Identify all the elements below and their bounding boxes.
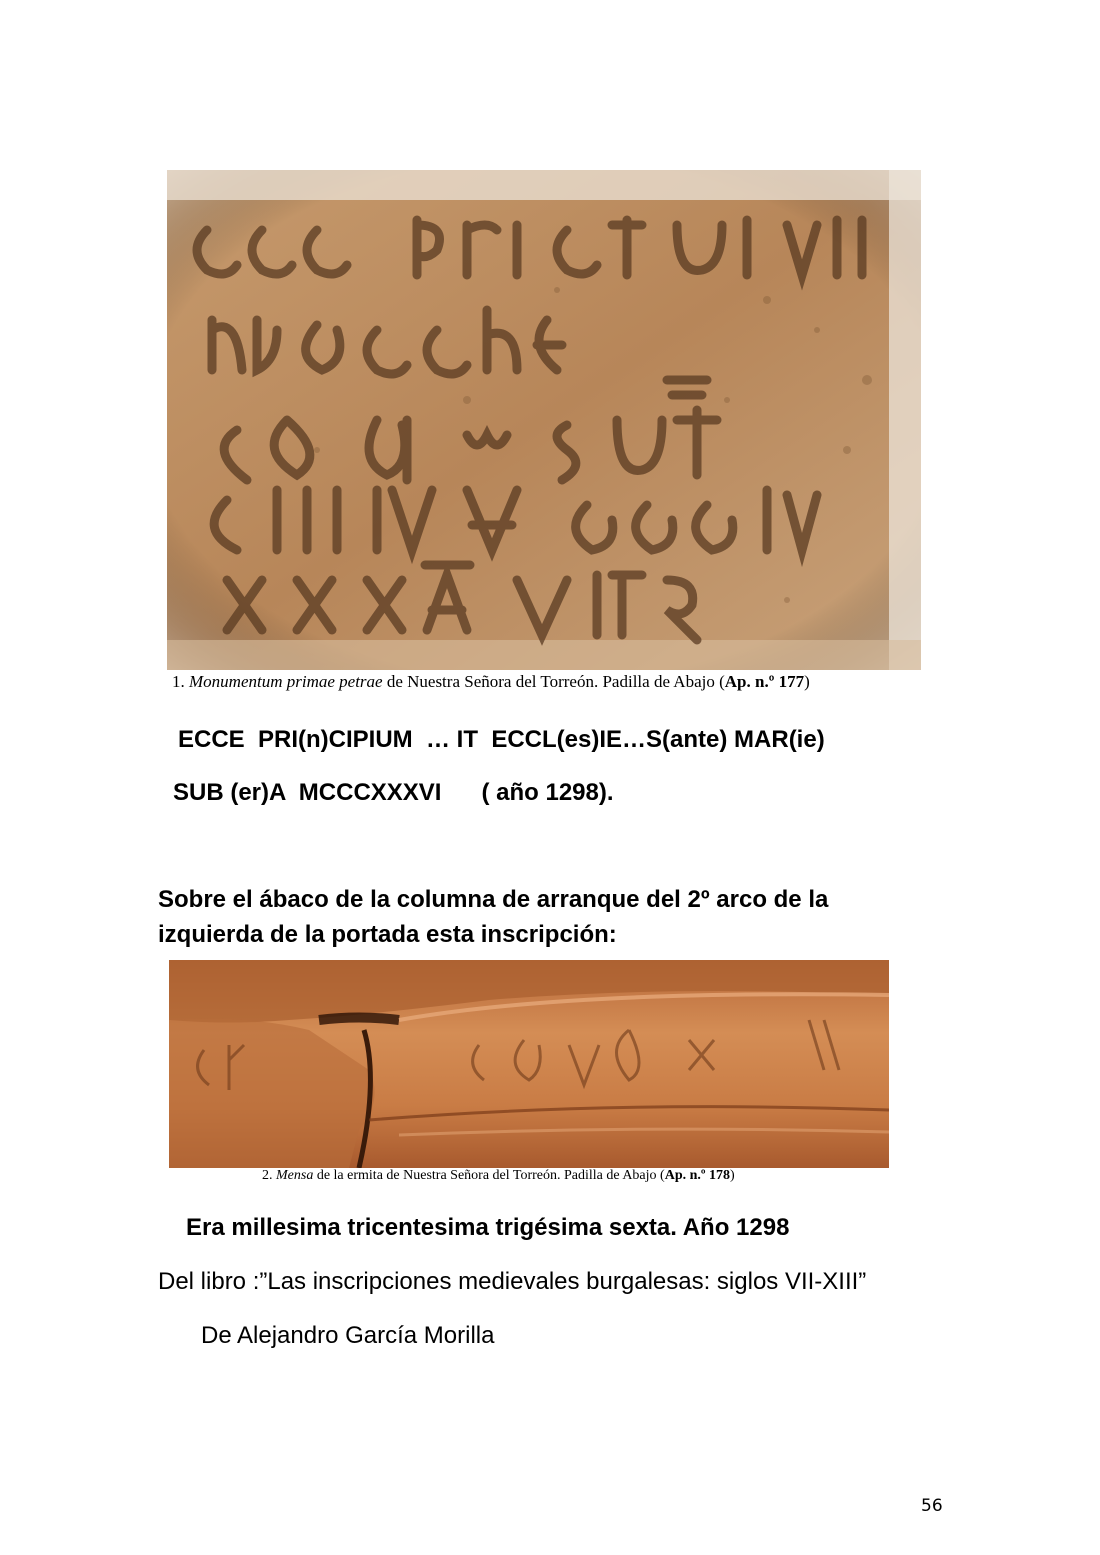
- section-intro-paragraph: Sobre el ábaco de la columna de arranque del 2º arco de la izquierda de la portada esta inscripción:: [158, 886, 829, 948]
- era-translation: Era millesima tricentesima trigésima sexta. Año 1298: [186, 1214, 790, 1241]
- caption-number: 1.: [172, 672, 185, 691]
- caption-reference: Ap. n.º 177: [724, 672, 805, 691]
- caption-reference: Ap. n.º 178: [664, 1168, 731, 1183]
- figure-1-caption: [172, 672, 932, 692]
- caption-description: de la ermita de Nuestra Señora del Torreón. Padilla de Abajo (: [313, 1168, 665, 1183]
- caption-description: de Nuestra Señora del Torreón. Padilla de Abajo (: [382, 672, 725, 691]
- caption-italic-title: Monumentum primae petrae: [189, 672, 383, 691]
- inscription-stone-photo: [167, 170, 921, 670]
- figure-2-caption: [262, 1168, 882, 1184]
- mensa-stone-photo: [169, 960, 889, 1168]
- caption-number: 2.: [262, 1168, 273, 1183]
- page-number: 56: [921, 1496, 943, 1516]
- source-citation: Del libro :”Las inscripciones medievales burgalesas: siglos VII-XIII”: [158, 1268, 867, 1295]
- author-credit: De Alejandro García Morilla: [201, 1322, 495, 1349]
- caption-close: ): [804, 672, 810, 691]
- caption-close: ): [730, 1168, 735, 1183]
- inscription-transcription-line-1: ECCE PRI(n)CIPIUM … IT ECCL(es)IE…S(ante) MAR(ie): [178, 726, 825, 753]
- inscription-transcription-line-2: SUB (er)A MCCCXXXVI ( año 1298).: [173, 779, 614, 806]
- caption-italic-title: Mensa: [276, 1168, 314, 1183]
